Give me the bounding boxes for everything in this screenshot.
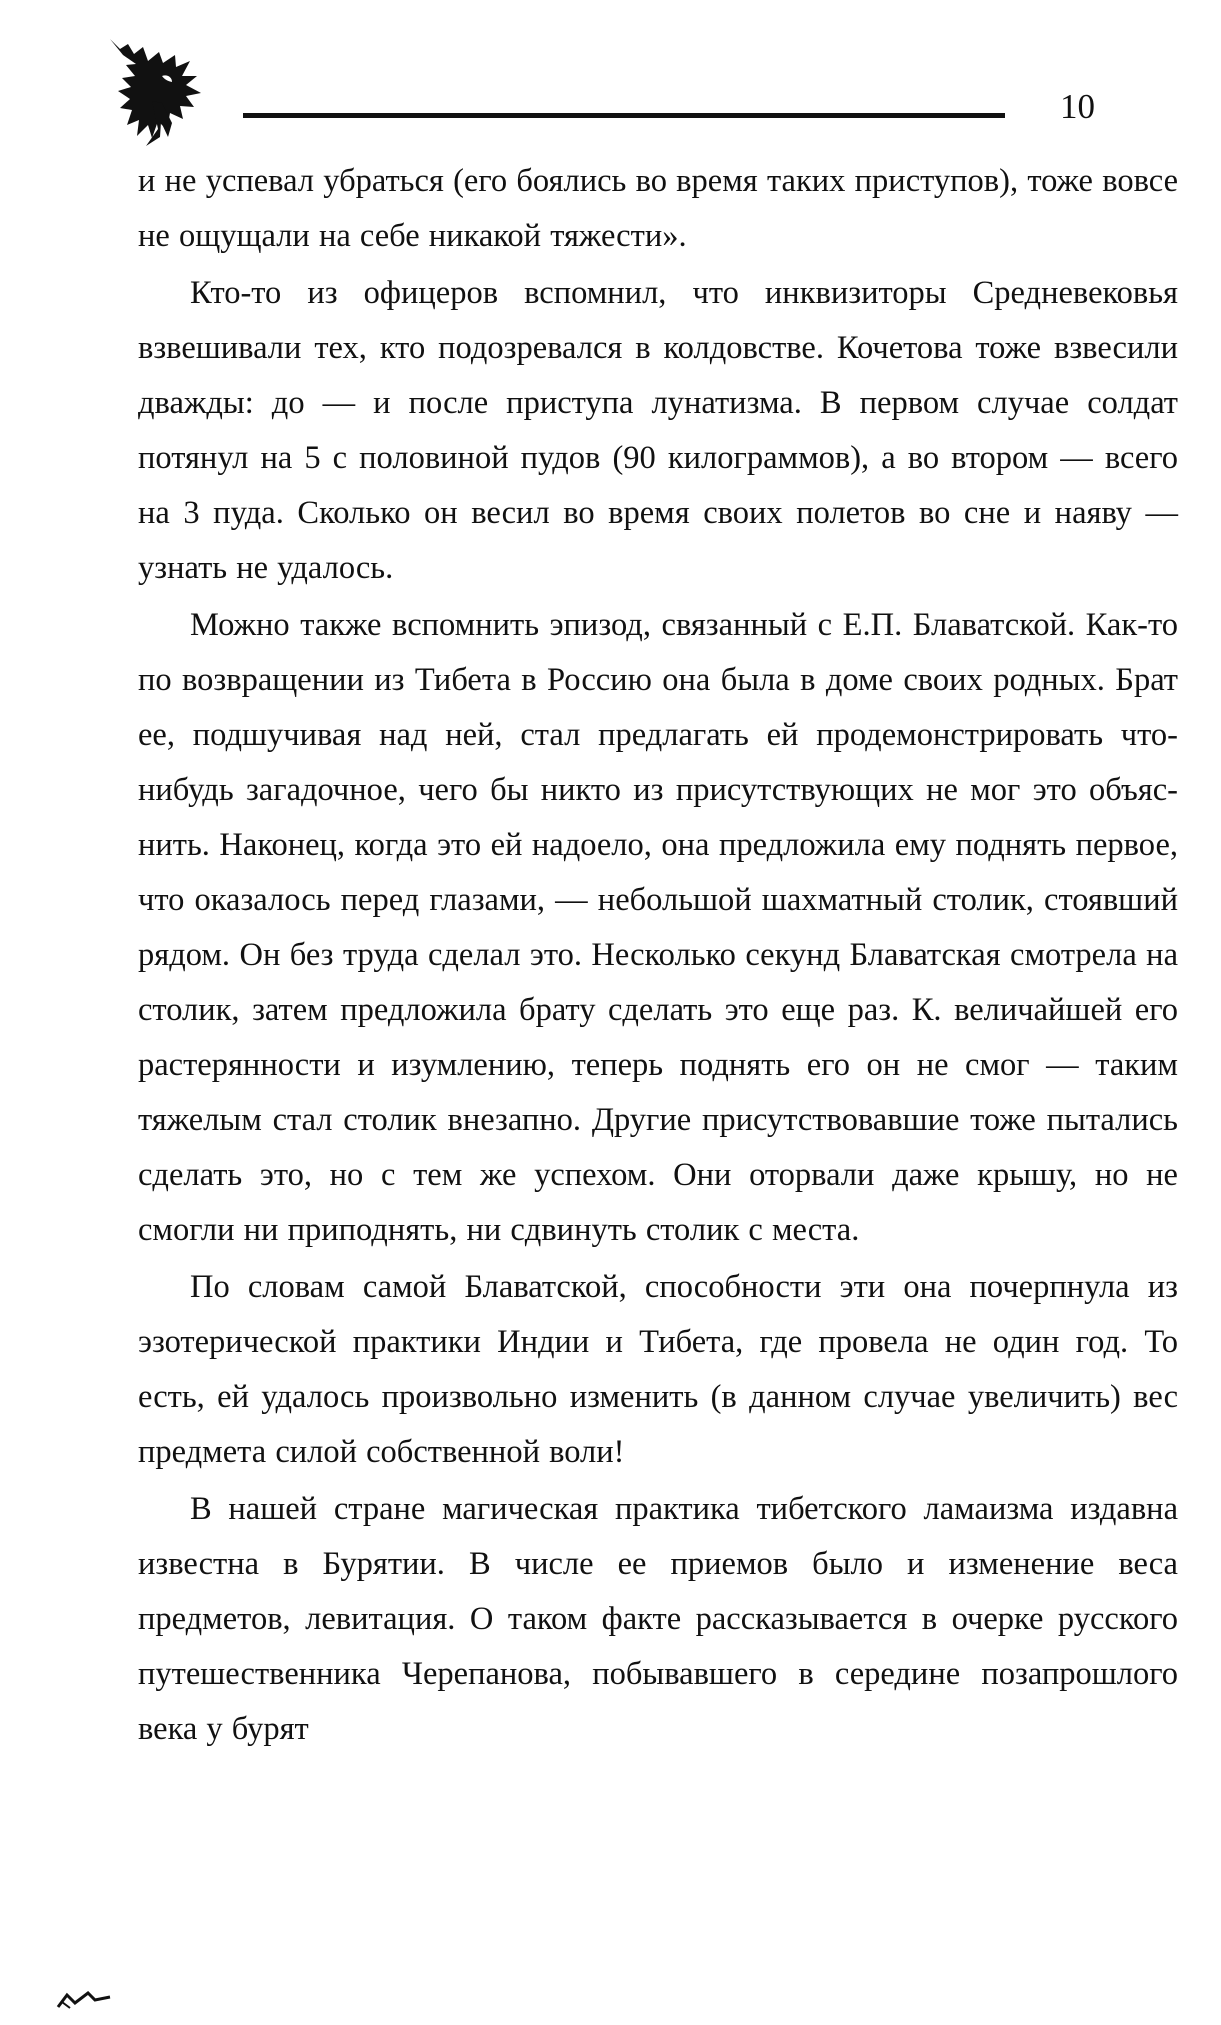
paragraph-5: В нашей стране магическая практика тибетского ламаизма издавна известна в Бурятии. В числе ее приемов было и изменение веса предметов, левитация. О таком факте рассказывается в очерке русского путешественника Черепанова, побывавшего в середине позапрошлого века у бурят [138, 1491, 1178, 1747]
paragraph-3: Можно также вспомнить эпизод, связанный с Е.П. Блаватской. Как-то по возвращении из Тибета в Россию она была в доме своих родных. Брат ее, подшучивая над ней, стал предлагать ей продемонстрировать что-нибудь загадочное, чего бы никто из присутствующих не мог это объяснить. Наконец, когда это ей надоело, она предложила ему поднять первое, что оказалось перед глазами, — небольшой шахматный столик, стоявший рядом. Он без труда сделал это. Несколько секунд Блаватская смотрела на столик, затем предложила брату сделать это еще раз. К. величайшей его растерянности и изумлению, теперь поднять его он не смог — таким тяжелым стал столик внезапно. Другие присутствовавшие тоже пытались сделать это, но с тем же успехом. Они оторвали даже крышу, но не смогли ни приподнять, ни сдвинуть столик с места. [138, 607, 1178, 1248]
paragraph-4: По словам самой Блаватской, способности эти она почерпнула из эзотерической практики Индии и Тибета, где провела не один год. То есть, ей удалось произвольно изменить (в данном случае увеличить) вес предмета силой собственной воли! [138, 1269, 1178, 1470]
page-header [0, 0, 1221, 160]
paragraph-2: Кто-то из офицеров вспомнил, что инквизиторы Средневековья взвешивали тех, кто подозревался в колдовстве. Кочетова тоже взвесили дважды: до — и после приступа лунатизма. В первом случае солдат потянул на 5 с половиной пудов (90 килограммов), а во втором — всего на 3 пуда. Сколько он весил во время своих полетов во сне и наяву — узнать не удалось. [138, 275, 1178, 586]
page-number: 10 [1060, 87, 1095, 126]
page-body [138, 154, 1178, 1757]
bird-logo-icon [100, 34, 212, 148]
header-rule [243, 113, 1005, 118]
paragraph-1: и не успевал убраться (его боялись во время таких приступов), тоже вовсе не ощущали на себе никакой тяжести». [138, 163, 1178, 254]
scan-mark-icon [55, 1985, 115, 2010]
